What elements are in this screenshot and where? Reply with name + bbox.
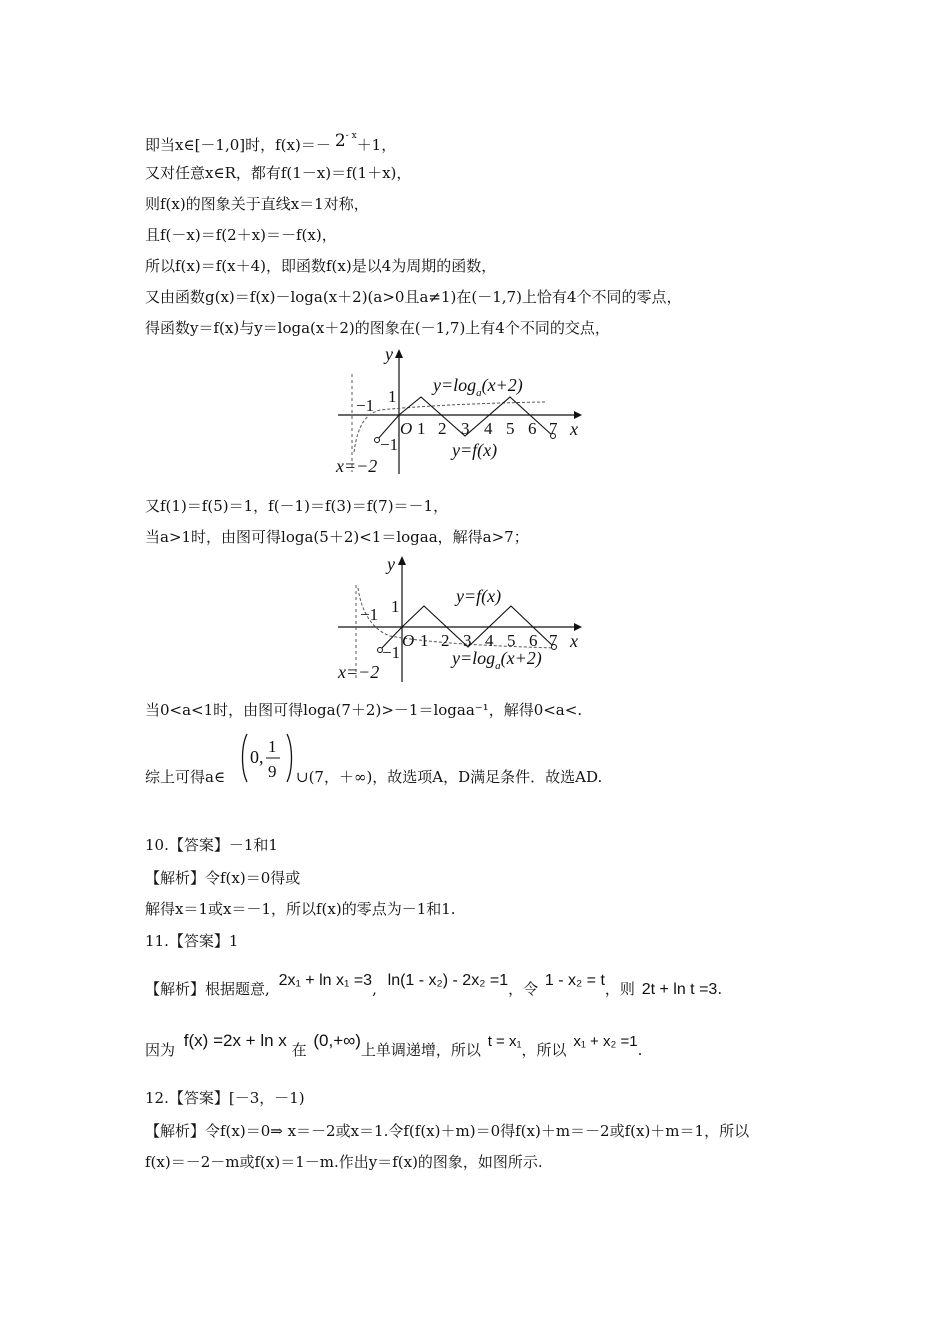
fig1-tick-2: 2 [438,419,447,438]
q10-explanation: 【解析】令f(x)＝0得或 [145,869,301,887]
fig1-origin: O [400,419,413,438]
fig1-x-label: x [570,419,578,439]
fig2-asymptote-label: x=−2 [338,662,380,682]
q10-solution: 解得x＝1或x＝－1，所以f(x)的零点为－1和1. [145,900,456,918]
q11-explanation-line-2: 因为 f(x) =2x + ln x 在 (0,+∞)上单调递增，所以 t = x₁，所以 x₁ + x₂ =1. [145,1031,643,1059]
q11-explanation-line-1: 【解析】根据题意, 2x₁ + ln x₁ =3, ln(1 - x₂) - 2x₂ =1，令 1 - x₂ = t，则 2t + ln t =3. [145,972,723,998]
text-line-5: 所以f(x)＝f(x＋4)，即函数f(x)是以4为周期的函数， [145,257,497,275]
fig1-f-label: y=f(x) [452,440,498,460]
text-line-11b: ∪(7，＋∞)，故选项A，D满足条件．故选AD. [296,768,603,786]
fig2-origin: O [402,631,415,650]
text-line-8: 又f(1)＝f(5)＝1，f(－1)＝f(3)＝f(7)＝－1， [145,497,449,515]
svg-text:0,: 0, [250,747,264,767]
fig2-tick-6: 6 [529,631,538,650]
fig1-tick-4: 4 [484,419,493,438]
figure-2 [330,550,590,685]
fig2-y-label: y [387,554,395,574]
fig2-tick-2: 2 [441,631,450,650]
fig1-tick-7: 7 [549,419,558,438]
svg-text:9: 9 [268,762,277,781]
text-line-4: 且f(－x)＝f(2＋x)＝－f(x)， [145,226,337,244]
fig2-tick-3: 3 [463,631,472,650]
fig1-tick-1: 1 [417,419,426,438]
q12-explanation-2: f(x)＝－2－m或f(x)＝1－m.作出y＝f(x)的图象，如图所示. [145,1153,543,1171]
fig2-tick-5: 5 [507,631,516,650]
text-line-11: 综上可得a∈ [145,768,226,786]
fig2-tick-4: 4 [485,631,494,650]
fig1-neg1b: −1 [380,435,399,454]
fig2-f-label: y=f(x) [456,586,502,606]
fig1-asymptote-label: x=−2 [336,456,378,476]
q12-answer: 12.【答案】[－3，－1) [145,1089,305,1107]
text-line-10: 当0<a<1时，由图可得loga(7＋2)>－1＝logaa⁻¹，解得0<a<. [145,701,583,719]
q12-explanation: 【解析】令f(x)＝0⇒ x＝－2或x＝1.令f(f(x)＋m)＝0得f(x)＋m＝－2或f(x)＋m＝1，所以 [145,1122,750,1140]
fig1-tick-5: 5 [506,419,515,438]
fig2-pos1: 1 [391,597,400,616]
fig1-tick-3: 3 [461,419,470,438]
svg-text:1: 1 [268,737,277,756]
fig2-x-label: x [570,631,578,651]
text-line-6: 又由函数g(x)＝f(x)－loga(x＋2)(a>0且a≠1)在(－1,7)上恰有4个不同的零点， [145,288,682,306]
interval-0-1-9 [238,728,298,788]
text-line-2: 又对任意x∈R，都有f(1－x)＝f(1＋x)， [145,164,412,182]
fig2-neg1: −1 [360,605,379,624]
fig2-neg1b: −1 [382,643,401,662]
text-line-7: 得函数y＝f(x)与y＝loga(x＋2)的图象在(－1,7)上有4个不同的交点， [145,319,610,337]
fig2-tick-1: 1 [420,631,429,650]
fig1-tick-6: 6 [528,419,537,438]
figure-1 [330,344,590,479]
fig2-tick-7: 7 [549,631,558,650]
fig1-pos1: 1 [388,387,397,406]
fig1-log-label: $y=\log_a(x+2)$ [433,375,523,399]
text-line-1: 即当x∈[－1,0]时，$f(x)=- 2^{- x}+1$， [145,131,397,154]
fig1-y-label: y [385,344,393,364]
fig2-log-label: $y=\log_a(x+2)$ [452,648,542,672]
text-line-3: 则f(x)的图象关于直线x＝1对称， [145,195,369,213]
q11-answer: 11.【答案】1 [145,932,239,950]
fig1-neg1: −1 [356,396,375,415]
text-line-9: 当a>1时，由图可得loga(5＋2)<1＝logaa，解得a>7； [145,528,529,546]
q10-answer: 10.【答案】－1和1 [145,836,278,854]
